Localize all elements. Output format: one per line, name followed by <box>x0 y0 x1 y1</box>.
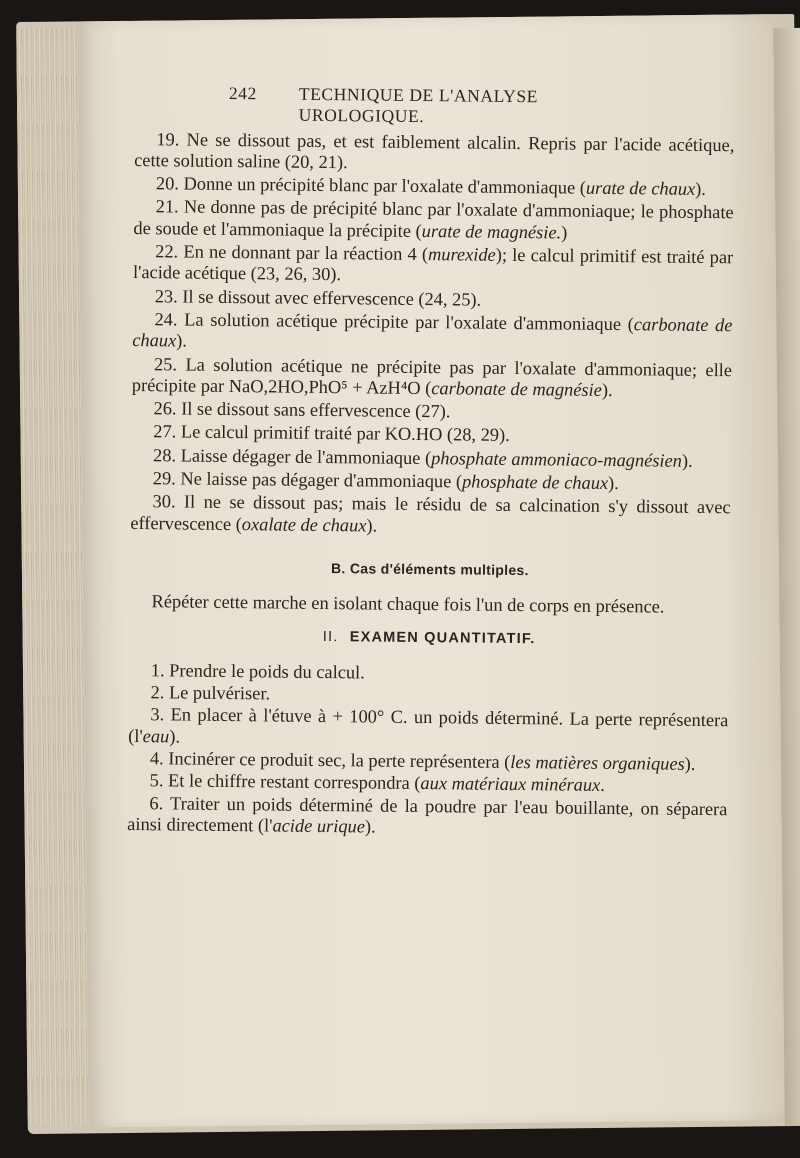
list-item-text: 20. Donne un précipité blanc par l'oxalate d'ammoniaque ( <box>155 173 587 198</box>
list-item-italic: carbonate de chaux <box>132 314 733 351</box>
list-item-text: 21. Ne donne pas de précipité blanc par l'oxalate d'ammoniaque; le phosphate de soude et l'ammoniaque la précipite ( <box>133 196 734 241</box>
subsection-heading <box>130 556 730 584</box>
list-item-text: 23. Il se dissout avec effervescence (24, 25). <box>154 285 482 310</box>
list-item <box>134 129 734 178</box>
subsection-paragraph: Répéter cette marche en isolant chaque fois l'un de corps en présence. <box>151 591 665 617</box>
step-item-italic: les matières organiques <box>510 751 685 774</box>
section-heading <box>129 625 729 653</box>
step-item-text: 3. En placer à l'étuve à + 100° C. un poids déterminé. La perte représentera (l' <box>128 704 729 746</box>
section-numeral: II. <box>322 628 339 645</box>
list-item-tail: ). <box>608 473 619 494</box>
list-item-italic: phosphate ammoniaco-magnésien <box>431 447 683 471</box>
step-item-italic: aux matériaux minéraux <box>420 773 601 796</box>
step-item-tail: . <box>600 775 605 796</box>
list-item-tail: ). <box>601 379 613 400</box>
running-header <box>229 83 659 130</box>
list-item-text: 22. En ne donnant par la réaction 4 ( <box>155 241 429 265</box>
list-item-text: 26. Il se dissout sans effervescence (27). <box>153 398 451 422</box>
list-item-text: 24. La solution acétique précipite par l'oxalate d'ammoniaque ( <box>154 309 634 335</box>
step-item-tail: ). <box>169 726 181 747</box>
list-item-text: 30. Il ne se dissout pas; mais le résidu de sa calcination s'y dissout avec effervescence ( <box>130 491 731 534</box>
list-item-italic: urate de magnésie. <box>421 220 562 243</box>
page-number: 242 <box>228 82 258 104</box>
quantitative-steps <box>127 660 729 842</box>
list-item-italic: oxalate de chaux <box>241 513 367 536</box>
step-item-text: 4. Incinérer ce produit sec, la perte représentera ( <box>149 748 511 772</box>
qualitative-items <box>130 129 734 541</box>
list-item <box>130 491 730 540</box>
list-item-tail: ); le calcul primitif est traité par l'acide acétique (23, 26, 30). <box>132 244 734 285</box>
list-item-tail: ) <box>561 222 568 243</box>
subsection-label: B. <box>330 560 346 577</box>
step-item-italic: acide urique <box>272 815 366 837</box>
list-item <box>132 354 732 403</box>
page-text <box>127 82 735 841</box>
step-item-text: 1. Prendre le poids du calcul. <box>150 660 365 683</box>
list-item-italic: phosphate de chaux <box>461 471 609 494</box>
step-item <box>127 793 727 842</box>
step-item-text: 6. Traiter un poids déterminé de la poudre par l'eau bouillante, on séparera ainsi directement (l' <box>127 792 728 836</box>
list-item-text: 19. Ne se dissout pas, et est faiblement alcalin. Repris par l'acide acétique, cette solution saline (20, 21). <box>134 128 735 173</box>
list-item-text: 25. La solution acétique ne précipite pas par l'oxalate d'ammoniaque; elle précipite par NaO,2HO,PhO⁵ + AzH⁴O ( <box>131 353 733 398</box>
list-item-tail: ). <box>176 330 188 351</box>
list-item-italic: murexide <box>427 244 496 265</box>
list-item-text: 27. Le calcul primitif traité par KO.HO (28, 29). <box>153 421 510 446</box>
step-item-text: 2. Le pulvériser. <box>150 682 271 704</box>
list-item-text: 28. Laisse dégager de l'ammoniaque ( <box>152 444 432 468</box>
list-item-text: 29. Ne laisse pas dégager d'ammoniaque ( <box>152 468 463 492</box>
list-item-italic: carbonate de magnésie <box>431 377 603 400</box>
step-item-tail: ). <box>364 816 376 837</box>
section-title: EXAMEN QUANTITATIF. <box>349 628 536 647</box>
step-item <box>128 704 728 753</box>
step-item-text: 5. Et le chiffre restant correspondra ( <box>149 770 421 794</box>
step-item-italic: eau <box>142 725 170 747</box>
subsection-title: Cas d'éléments multiples. <box>349 560 529 579</box>
list-item <box>132 309 732 358</box>
list-item-italic: urate de chaux <box>585 177 696 200</box>
running-title: TECHNIQUE DE L'ANALYSE UROLOGIQUE. <box>298 83 539 127</box>
list-item-tail: ). <box>695 179 707 200</box>
list-item <box>133 196 733 245</box>
list-item-tail: ). <box>681 450 693 471</box>
step-item-tail: ). <box>684 753 696 774</box>
list-item <box>133 241 733 290</box>
list-item-tail: ). <box>366 515 378 536</box>
